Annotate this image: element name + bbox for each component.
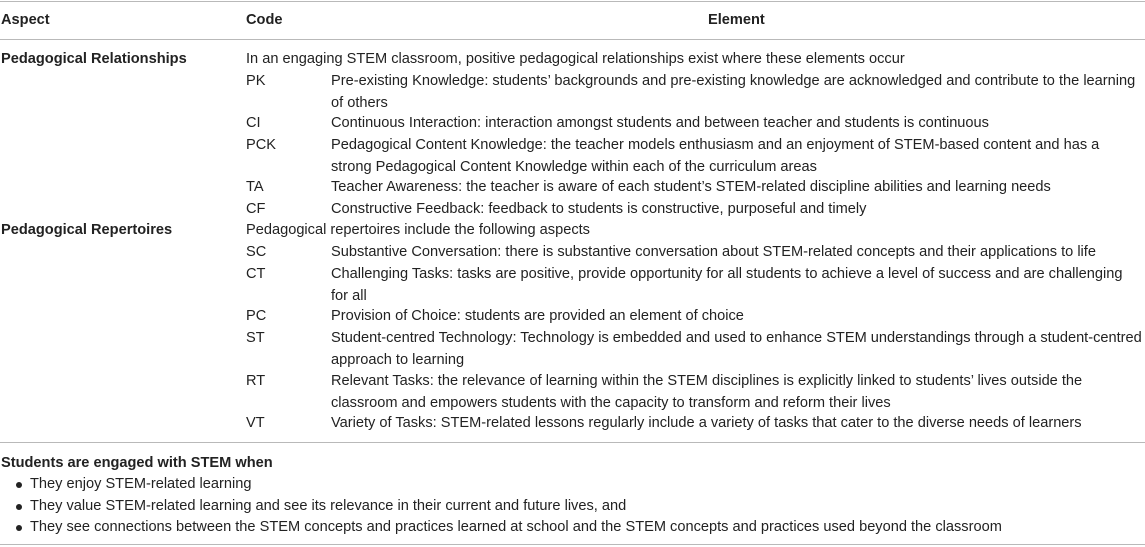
element-cell: Pedagogical Content Knowledge: the teacher models enthusiasm and an enjoyment of STEM-based content and has a strong Pedagogical Content Knowledge within each of the curriculum areas bbox=[331, 137, 1100, 175]
code-cell: VT bbox=[246, 415, 265, 431]
group-intro-relationships: In an engaging STEM classroom, positive pedagogical relationships exist where these elements occur bbox=[246, 51, 905, 67]
code-cell: PCK bbox=[246, 137, 277, 153]
aspect-pedagogical-relationships: Pedagogical Relationships bbox=[1, 51, 187, 67]
element-cell: Variety of Tasks: STEM-related lessons regularly include a variety of tasks that cater to the diverse needs of learners bbox=[331, 415, 1082, 431]
element-cell: Relevant Tasks: the relevance of learning within the STEM disciplines is explicitly linked to students’ lives outside the classroom and empowers students with the capacity to transform and reform their lives bbox=[331, 373, 1083, 411]
group-intro-repertoires: Pedagogical repertoires include the following aspects bbox=[246, 222, 590, 238]
table-top-rule bbox=[0, 1, 1145, 2]
table-bottom-rule bbox=[0, 442, 1145, 443]
element-cell: Teacher Awareness: the teacher is aware of each student’s STEM-related discipline abilities and learning needs bbox=[331, 179, 1051, 195]
code-cell: TA bbox=[246, 179, 264, 195]
list-item: They value STEM-related learning and see its relevance in their current and future lives, and bbox=[16, 496, 1002, 518]
element-cell: Pre-existing Knowledge: students’ backgrounds and pre-existing knowledge are acknowledged and contribute to the learning of others bbox=[331, 73, 1136, 111]
header-aspect: Aspect bbox=[1, 12, 50, 28]
footer-bullet-list bbox=[16, 474, 1002, 539]
code-cell: PC bbox=[246, 308, 267, 324]
aspect-pedagogical-repertoires: Pedagogical Repertoires bbox=[1, 222, 173, 238]
code-cell: RT bbox=[246, 373, 266, 389]
element-cell: Constructive Feedback: feedback to students is constructive, purposeful and timely bbox=[331, 201, 867, 217]
code-cell: CT bbox=[246, 266, 266, 282]
code-cell: ST bbox=[246, 330, 265, 346]
element-cell: Continuous Interaction: interaction amongst students and between teacher and students is continuous bbox=[331, 115, 989, 131]
element-cell: Provision of Choice: students are provided an element of choice bbox=[331, 308, 744, 324]
element-cell: Challenging Tasks: tasks are positive, provide opportunity for all students to achieve a level of success and are challenging for all bbox=[331, 266, 1123, 304]
code-cell: PK bbox=[246, 73, 266, 89]
element-cell: Student-centred Technology: Technology is embedded and used to enhance STEM understandings through a student-centred approach to learning bbox=[331, 330, 1142, 368]
list-item: They enjoy STEM-related learning bbox=[16, 474, 1002, 496]
footer-heading: Students are engaged with STEM when bbox=[1, 455, 273, 471]
list-item: They see connections between the STEM concepts and practices learned at school and the STEM concepts and practices used beyond the classroom bbox=[16, 517, 1002, 539]
code-cell: CI bbox=[246, 115, 261, 131]
header-element: Element bbox=[708, 12, 765, 28]
element-cell: Substantive Conversation: there is substantive conversation about STEM-related concepts and their applications to life bbox=[331, 244, 1096, 260]
header-code: Code bbox=[246, 12, 283, 28]
code-cell: CF bbox=[246, 201, 266, 217]
code-cell: SC bbox=[246, 244, 267, 260]
footer-bottom-rule bbox=[0, 544, 1145, 545]
header-rule bbox=[0, 39, 1145, 40]
